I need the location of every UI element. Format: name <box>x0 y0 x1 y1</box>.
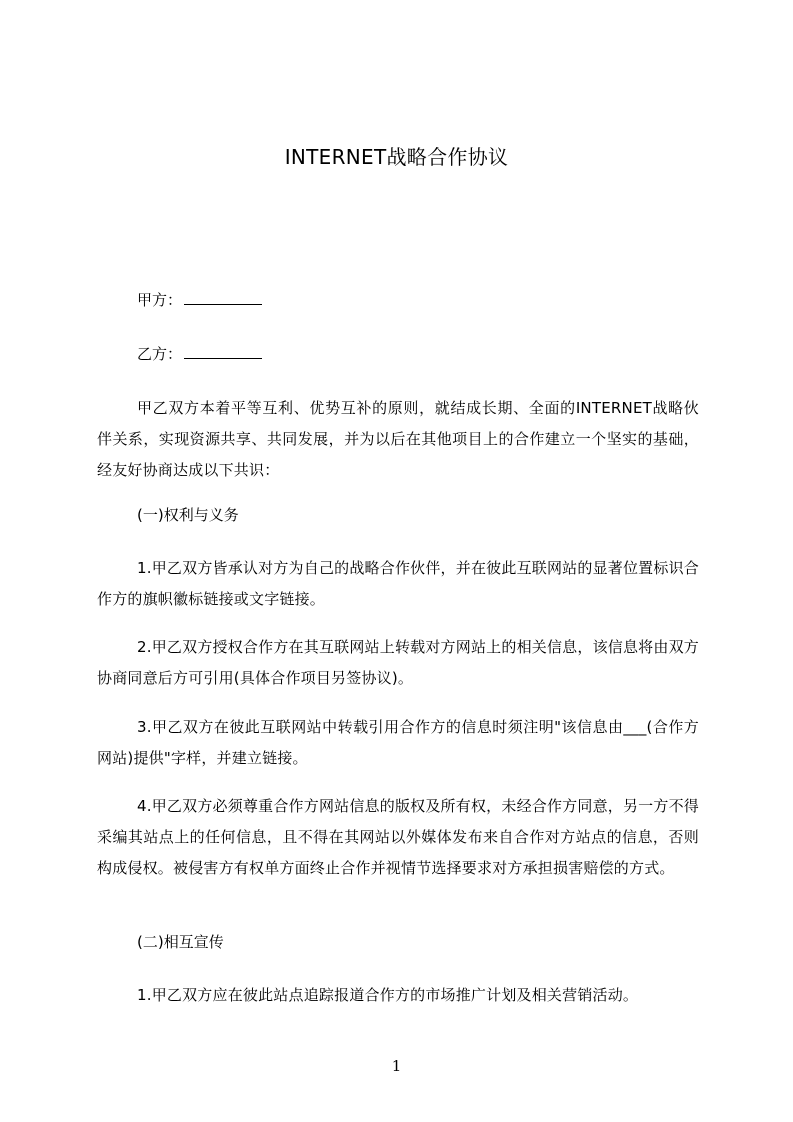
party-a-label: 甲方： <box>137 291 183 309</box>
clause-1-2: 2.甲乙双方授权合作方在其互联网站上转载对方网站上的相关信息，该信息将由双方协商同意后方可引用(具体合作项目另签协议)。 <box>97 638 699 687</box>
page-number: 1 <box>391 1057 402 1075</box>
intro-paragraph: 甲乙双方本着平等互利、优势互补的原则，就结成长期、全面的INTERNET战略伙伴关系，实现资源共享、共同发展，并为以后在其他项目上的合作建立一个坚实的基础，经友好协商达成以下共识： <box>97 399 699 479</box>
clause-2-1: 1.甲乙双方应在彼此站点追踪报道合作方的市场推广计划及相关营销活动。 <box>137 986 639 1004</box>
section-heading-promotion: (二)相互宣传 <box>137 933 224 951</box>
clause-1-3: 3.甲乙双方在彼此互联网站中转载引用合作方的信息时须注明"该信息由___(合作方网站)提供"字样，并建立链接。 <box>97 718 699 767</box>
party-b-blank <box>184 344 262 359</box>
clause-1-4: 4.甲乙双方必须尊重合作方网站信息的版权及所有权，未经合作方同意，另一方不得采编其站点上的任何信息，且不得在其网站以外媒体发布来自合作对方站点的信息，否则构成侵权。被侵害方有权单方面终止合作并视情节选择要求对方承担损害赔偿的方式。 <box>97 797 699 877</box>
party-a-line <box>137 289 262 311</box>
clause-1-1: 1.甲乙双方皆承认对方为自己的战略合作伙伴，并在彼此互联网站的显著位置标识合作方的旗帜徽标链接或文字链接。 <box>97 559 699 608</box>
section-heading-rights: (一)权利与义务 <box>137 506 239 524</box>
party-b-line <box>137 343 262 365</box>
party-a-blank <box>184 290 262 305</box>
document-title: INTERNET战略合作协议 <box>284 145 509 169</box>
party-b-label: 乙方： <box>137 345 183 363</box>
